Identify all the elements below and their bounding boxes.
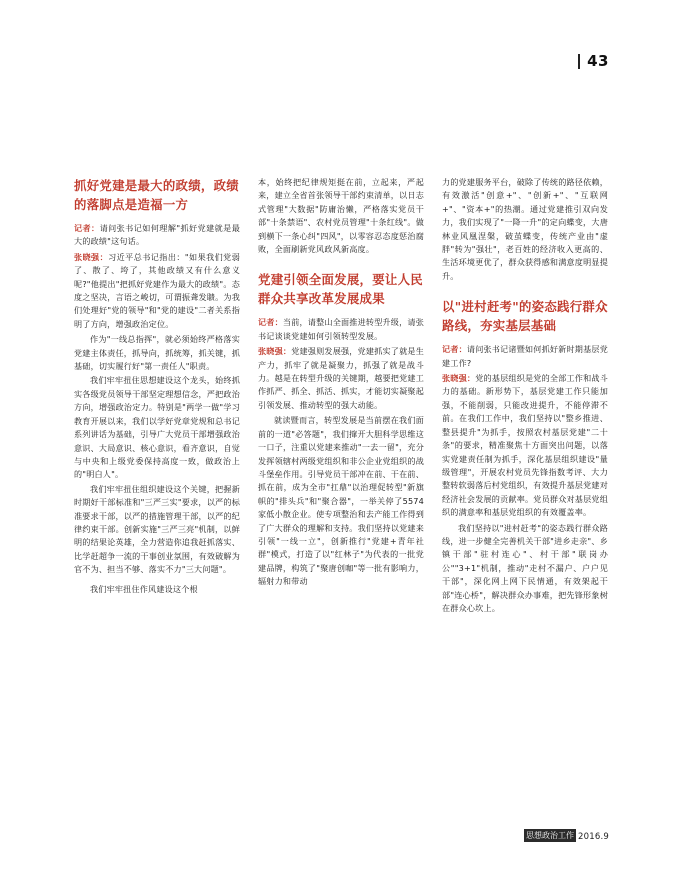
qa-speaker: 张晓强： bbox=[442, 373, 476, 384]
section-heading: 以"进村赶考"的姿态践行群众路线，夯实基层基础 bbox=[442, 299, 608, 334]
qa-block bbox=[442, 343, 608, 370]
article-column-1 bbox=[74, 176, 240, 616]
qa-text: 请问张书记如何理解"抓好党建就是最大的政绩"这句话。 bbox=[74, 223, 240, 247]
paragraph: 我们坚持以"进村赶考"的姿态践行群众路线，进一步健全完善机关干部"进乡走亲"、乡镇干部"驻村连心"、村干部"联岗办公""3+1"机制，推动"走村不漏户、户户见干部"，深化网上网下民情通，有效架起干部"连心桥"，解决群众办事难，把先锋形象树在群众心坎上。 bbox=[442, 522, 608, 613]
article-column-3 bbox=[442, 176, 608, 616]
qa-speaker: 记者： bbox=[258, 317, 283, 328]
header-rule bbox=[578, 54, 580, 69]
qa-text: 请问张书记诸暨如何抓好新时期基层党建工作? bbox=[442, 344, 608, 368]
paragraph: 我们牢牢扭住作风建设这个根 bbox=[90, 583, 198, 594]
qa-block bbox=[74, 251, 240, 331]
paragraph: 力的党建服务平台，破除了传统的路径依赖，有效激活"创意+"、"创新+"、"互联网+"、"资本+"的热潮。通过党建推引双向发力，我们实现了"一降一升"的定向蝶变，大唐林业风凰涅槃，破茧蝶变，传统产业由"虚胖"转为"强壮"，老百姓的经济收入更高的、生活环境更优了，群众获得感和满意度明显提升。 bbox=[442, 177, 608, 281]
qa-speaker: 张晓强： bbox=[74, 251, 109, 262]
qa-block bbox=[258, 345, 424, 412]
qa-text: 党的基层组织是党的全部工作和战斗力的基础。新形势下，基层党建工作只能加强，不能削弱，只能改进提升，不能停滞不前。在我们工作中，我们坚持以"整乡推进、整县提升"为抓手，按照农村基层党建"二十条"的要求，精准聚焦十方面突出问题，以落实党建责任制为抓手，深化基层组织建设"量级管理"，开展农村党员先锋指数考评、大力整转软弱落后村党组织，有效提升基层党建对经济社会发展的贡献率。党员群众对基层党组织的满意率和基层党组织的有效覆盖率。 bbox=[442, 373, 608, 518]
qa-block bbox=[442, 372, 608, 519]
page-number: 43 bbox=[587, 52, 609, 70]
qa-block bbox=[74, 222, 240, 249]
issue-date: 2016.9 bbox=[578, 832, 609, 842]
article-column-2 bbox=[258, 176, 424, 616]
qa-speaker: 记者： bbox=[74, 223, 100, 233]
page-header bbox=[578, 52, 609, 70]
section-heading: 抓好党建是最大的政绩，政绩的落脚点是造福一方 bbox=[74, 178, 239, 212]
paragraph: 我们牢牢扭住组织建设这个关键，把握新时期好干部标准和"三严三实"要求，以严的标准要求干部，以严的措施管理干部，以严的纪律约束干部。创新实施"三严三亮"机制，以鲜明的结果论英雄，全力营造你追我赶抓落实、比学赶超争一流的干事创业氛围，有效破解为官不为、担当不够、落实不力"三大问题"。 bbox=[74, 483, 240, 575]
paragraph: 我们牢牢扭住思想建设这个龙头，始终抓实各级党员领导干部坚定理想信念，严把政治方向，增强政治定力。特别是"两学一做"学习教育开展以来，我们以学好党章党规和总书记系列讲话为基础，引导广大党员干部增强政治意识、大局意识、核心意识，看齐意识，自觉与中央和上级党委保持高度一致，做政治上的"明白人"。 bbox=[74, 375, 240, 480]
qa-text: 党建强则发展强，党建抓实了就是生产力，抓牢了就是凝聚力，抓强了就是战斗力。越是在转型升级的关键期，越要把党建工作抓严、抓全、抓活、抓实，才能切实凝聚起引领发展、推动转型的强大动能。 bbox=[258, 346, 424, 410]
qa-text: 当前，请整山全面推进转型升级，请张书记谈谈党建如何引领转型发展。 bbox=[258, 317, 424, 341]
qa-block bbox=[258, 316, 424, 343]
qa-speaker: 张晓强： bbox=[258, 346, 292, 357]
paragraph: 本，始终把纪律规矩挺在前，立起来，严起来，建立全省首张领导干部约束清单，以日志式管理"大数据"防庸治懒，严格落实党员干部"十条禁语"、农村党员管理"十条红线"。做到横下一条心纠"四风"，以零容忍态度惩治腐败，全面刷新党风政风新高度。 bbox=[258, 177, 424, 255]
qa-speaker: 记者： bbox=[442, 344, 467, 355]
qa-text: 习近平总书记指出："如果我们党弱了、散了、垮了，其他政绩又有什么意义呢?"他提出"把抓好党建作为最大的政绩"。态度之坚决，言语之峻切，可谓振聋发聩。为我们处理好"党的领导"和"党的建设"二者关系指明了方向，增强政治定位。 bbox=[74, 251, 240, 329]
paragraph: 就读暨而言，转型发展是当前摆在我们面前的一道"必答题"，我们撺开大胆科学思维这一口子，注重以党建来推动"一去一留"，充分发挥领辖村两级党组织和非公企业党组织的战斗堡垒作用。引导党员干部冲在前、干在前、抓在前，成为全市"扛鼎"以治理促转型"新旗帜的"排头兵"和"聚合器"，一举关停了5574家低小散企业。使专项整治和去产能工作得到了广大群众的理解和支持。我们坚持以党建来引领"一线一立"，创新推行"党建+青年社群"模式，打造了以"红林子"为代表的一批党建品牌，构筑了"聚唐创咖"等一批有影响力，辐射力和带动 bbox=[258, 415, 424, 587]
article-columns bbox=[74, 176, 608, 616]
magazine-logo: 思想政治工作 bbox=[526, 831, 575, 840]
paragraph: 作为"一线总指挥"，就必须始终严格落实党建主体责任，抓导向，抓统筹，抓关键，抓基础，切实履行好"第一责任人"职责。 bbox=[74, 334, 240, 372]
section-heading: 党建引领全面发展，要让人民群众共享改革发展成果 bbox=[258, 272, 423, 307]
page-footer bbox=[524, 829, 609, 842]
